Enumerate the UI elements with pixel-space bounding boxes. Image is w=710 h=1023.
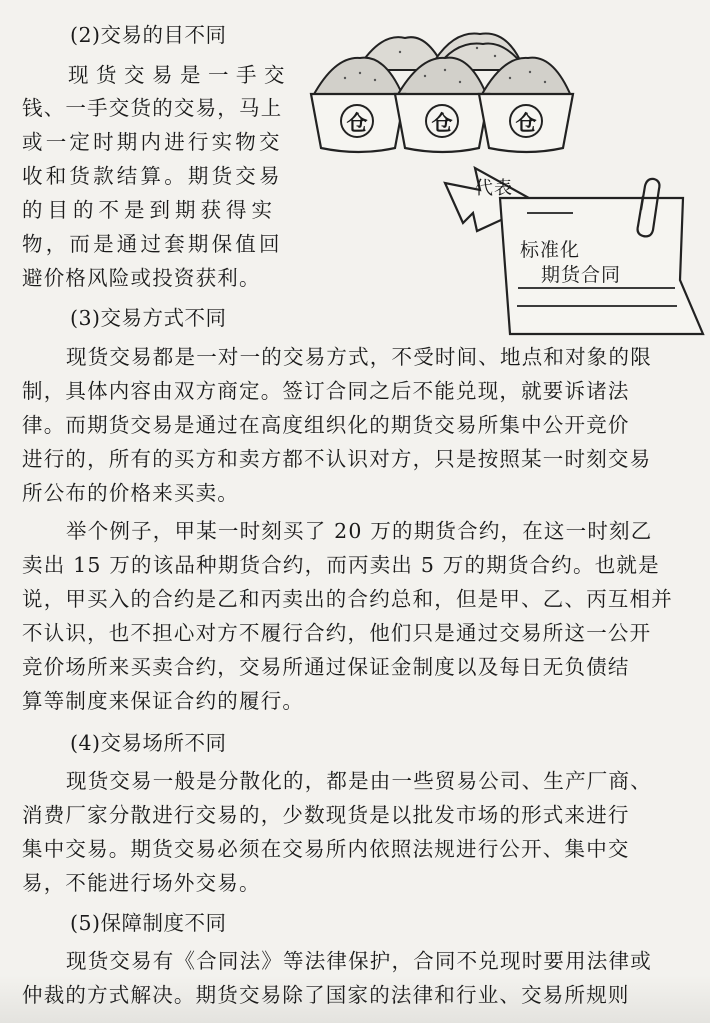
text-line: 不认识，也不担心对方不履行合约，他们只是通过交易所这一公开 <box>22 621 652 645</box>
contract-title-line1: 标准化 <box>520 239 581 261</box>
text-line: 举个例子，甲某一时刻买了 20 万的期货合约，在这一时刻乙 <box>66 519 653 543</box>
warehouse-label-1: 仓 <box>346 111 368 135</box>
text-line: 现货交易都是一对一的交易方式，不受时间、地点和对象的限 <box>66 345 652 369</box>
heading-protection: (5)保障制度不同 <box>70 911 227 935</box>
text-line: 或一定时期内进行实物交 <box>22 130 283 154</box>
text-line: 律。而期货交易是通过在高度组织化的期货交易所集中公开竞价 <box>22 413 630 437</box>
arrow-label: 代表 <box>475 178 513 199</box>
text-line: 说，甲买入的合约是乙和丙卖出的合约总和，但是甲、乙、丙互相并 <box>22 587 673 611</box>
text-line: 钱、一手交货的交易，马上 <box>22 96 283 120</box>
warehouse-label-2: 仓 <box>431 111 453 135</box>
text-line: 现货交易有《合同法》等法律保护，合同不兑现时要用法律或 <box>66 949 652 973</box>
text-line: 算等制度来保证合约的履行。 <box>22 689 305 713</box>
text-line: 进行的，所有的买方和卖方都不认识对方，只是按照某一时刻交易 <box>22 447 652 471</box>
text-line: 易，不能进行场外交易。 <box>22 871 261 895</box>
heading-method: (3)交易方式不同 <box>70 306 227 330</box>
text-line: 现货交易一般是分散化的，都是由一些贸易公司、生产厂商、 <box>66 769 652 793</box>
text-line: 集中交易。期货交易必须在交易所内依照法规进行公开、集中交 <box>22 837 630 861</box>
text-line: 制，具体内容由双方商定。签订合同之后不能兑现，就要诉诸法 <box>22 379 630 403</box>
text-line: 现货交易是一手交 <box>68 63 292 87</box>
text-line: 收和货款结算。期货交易 <box>22 164 283 188</box>
text-line: 卖出 15 万的该品种期货合约，而丙卖出 5 万的期货合约。也就是 <box>22 553 660 577</box>
text-line: 所公布的价格来买卖。 <box>22 481 239 505</box>
text-line: 竞价场所来买卖合约，交易所通过保证金制度以及每日无负债结 <box>22 655 630 679</box>
warehouse-label-3: 仓 <box>515 111 537 135</box>
text-line: 物，而是通过套期保值回 <box>22 232 283 256</box>
text-line: 消费厂家分散进行交易的，少数现货是以批发市场的形式来进行 <box>22 803 630 827</box>
heading-venue: (4)交易场所不同 <box>70 731 227 755</box>
text-line: 避价格风险或投资获利。 <box>22 266 261 290</box>
text-line: 仲裁的方式解决。期货交易除了国家的法律和行业、交易所规则 <box>22 983 630 1007</box>
futures-illustration <box>305 18 710 343</box>
text-line: 的目的不是到期获得实 <box>22 198 277 222</box>
heading-purpose: (2)交易的目不同 <box>70 23 227 47</box>
contract-title-line2: 期货合同 <box>541 264 622 286</box>
